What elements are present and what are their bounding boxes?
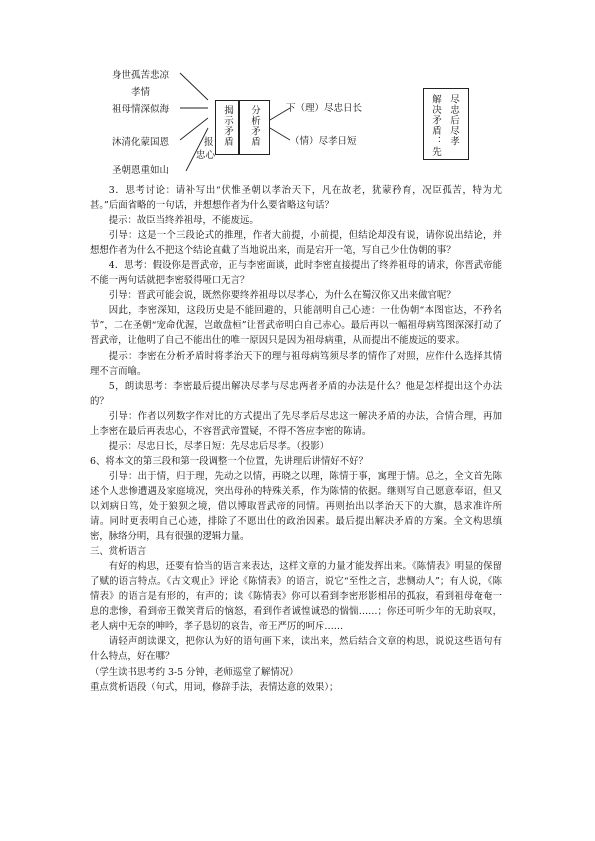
section-heading-language: 三、赏析语言 (90, 546, 147, 558)
paragraph-q4-hint: 提示：李密在分析矛盾时将孝治天下的理与祖母病笃须尽孝的情作了对照，应作什么选择其情理不言而喻。 (90, 350, 502, 377)
paragraph-q5-hint: 提示：尽忠日长，尽孝日短：先尽忠后尽孝。（投影） (108, 440, 330, 452)
paragraph-q5: 5，朗读思考：李密最后提出解决尽孝与尽忠两者矛盾的办法是什么？他是怎样提出这个办法的？ (90, 380, 502, 407)
paragraph-q5-guide: 引导：作者以列数字作对比的方式提出了先尽孝后尽忠这一解决矛盾的办法，合情合理，再加上李密在最后再表忠心，不容晋武帝置疑，不得不答应李密的陈请。 (90, 410, 502, 437)
diagram-box-reveal-conflict (215, 100, 239, 155)
diagram-box-reveal-label: 揭示矛盾 (222, 105, 233, 147)
paragraph-q3: 3．思考讨论：请补写出“伏惟圣朝以孝治天下，凡在故老，犹蒙矜育，况臣孤苦，特为尤甚。”后面省略的一句话，并想想作者为什么要省略这句话？ (90, 185, 502, 212)
diagram-branch-loyalty: 下（理）尽忠日长 (286, 103, 363, 114)
diagram-box-resolve-conflict (423, 88, 469, 160)
paragraph-q6-guide: 引导：出于情，归于理，先动之以情，再晓之以理，陈情于事，寓理于情。总之，全文首先陈述个人悲惨遭遇及家庭境况，突出母孙的特殊关系，作为陈情的依据。继则写自己愿意奉诏，但又以刘病日笃，处于狼狈之境，借以博取晋武帝的同情。再则抬出以孝治天下的大旗，恳求准许所请。同时更表明自己心迹，排除了不愿出仕的政治因素。最后提出解决矛盾的方案。全文构思缜密，脉络分明，具有很强的逻辑力量。 (90, 470, 502, 543)
paragraph-key-analysis: 重点赏析语段（句式，用词，修辞手法，表情达意的效果）； (90, 681, 339, 693)
paragraph-q4-guide: 引导：晋武可能会说，既然你要终养祖母以尽孝心，为什么在蜀汉你又出来做官呢？ (108, 290, 456, 302)
body-text (90, 183, 502, 695)
paragraph-q3-hint: 提示：故臣当终养祖母，不能废远。 (108, 215, 259, 227)
diagram-left-item-2: 孝情 (131, 87, 151, 98)
paragraph-q6: 6、将本文的第三段和第一段调整一个位置，先讲理后讲情好不好？ (90, 455, 368, 467)
paragraph-student-activity: （学生读书思考约 3-5 分钟，老师巡堂了解情况） (90, 666, 299, 678)
diagram-box-resolve-label: 解决矛盾：先 (430, 94, 441, 157)
diagram-center-fragment-2: 忠心 (196, 150, 216, 161)
paragraph-reading-task: 请轻声朗读课文，把你认为好的语句画下来，读出来，然后结合文章的构思，说说这些语句有什么特点，好在哪？ (90, 636, 502, 663)
diagram-left-item-4: 沐清化蒙国恩 (112, 137, 170, 148)
diagram-box-resolve-solution: 尽忠后尽孝 (448, 94, 459, 147)
paragraph-q4-analysis: 因此，李密深知，这段历史是不能回避的，只能剖明自己心迹：一仕伪朝“本图宦达，不矜名节”，二在圣朝“宠命优渥，岂敢盘桓”让晋武帝明白自己赤心。最后再以一幅祖母病笃图深深打动了晋武帝，让他明了自己不能出仕的唯一原因只是因为祖母病重，从而提出不能废远的要求。 (90, 305, 502, 347)
diagram-center-fragment-1: 报 (204, 137, 214, 148)
diagram-box-analyze-conflict (239, 100, 270, 155)
diagram-left-item-5: 圣朝恩重如山 (112, 165, 170, 176)
diagram-box-analyze-label: 分析矛盾 (249, 105, 260, 147)
diagram-branch-filial: （情）尽孝日短 (290, 136, 357, 147)
diagram-left-item-1: 身世孤苦悲凉 (112, 70, 170, 81)
diagram-left-item-3: 祖母情深似海 (112, 104, 170, 115)
structure-diagram-lines (0, 0, 595, 185)
paragraph-language-intro: 有好的构思，还要有恰当的语言来表达，这样文章的力量才能发挥出来。《陈情表》明显的保留了赋的语言特点。《古文观止》评论《陈情表》的语言，说它“至性之言，悲恻动人”；有人说，《陈情表》的语言是有形的，有声的；读《陈情表》你可以看到李密形影相吊的孤寂，看到祖母奄奄一息的悲惨，看到帝王微笑背后的恼怒，看到作者诚惶诚恐的惴惴……；你还可听少年的无助哀叹，老人病中无奈的呻吟，孝子恳切的哀告，帝王严厉的呵斥…… (90, 561, 502, 633)
paragraph-q4: 4．思考：假设你是晋武帝，正与李密面谈，此时李密直接提出了终养祖母的请求，你晋武帝能不能一两句话就把李密驳得哑口无言？ (90, 260, 502, 287)
paragraph-q3-guide: 引导：这是一个三段论式的推理，作者大前提，小前提，但结论却没有说，请你说出结论，并想想作者为什么不把这个结论直截了当地说出来，而是宕开一笔，写自己少仕伪朝的事？ (90, 230, 502, 257)
